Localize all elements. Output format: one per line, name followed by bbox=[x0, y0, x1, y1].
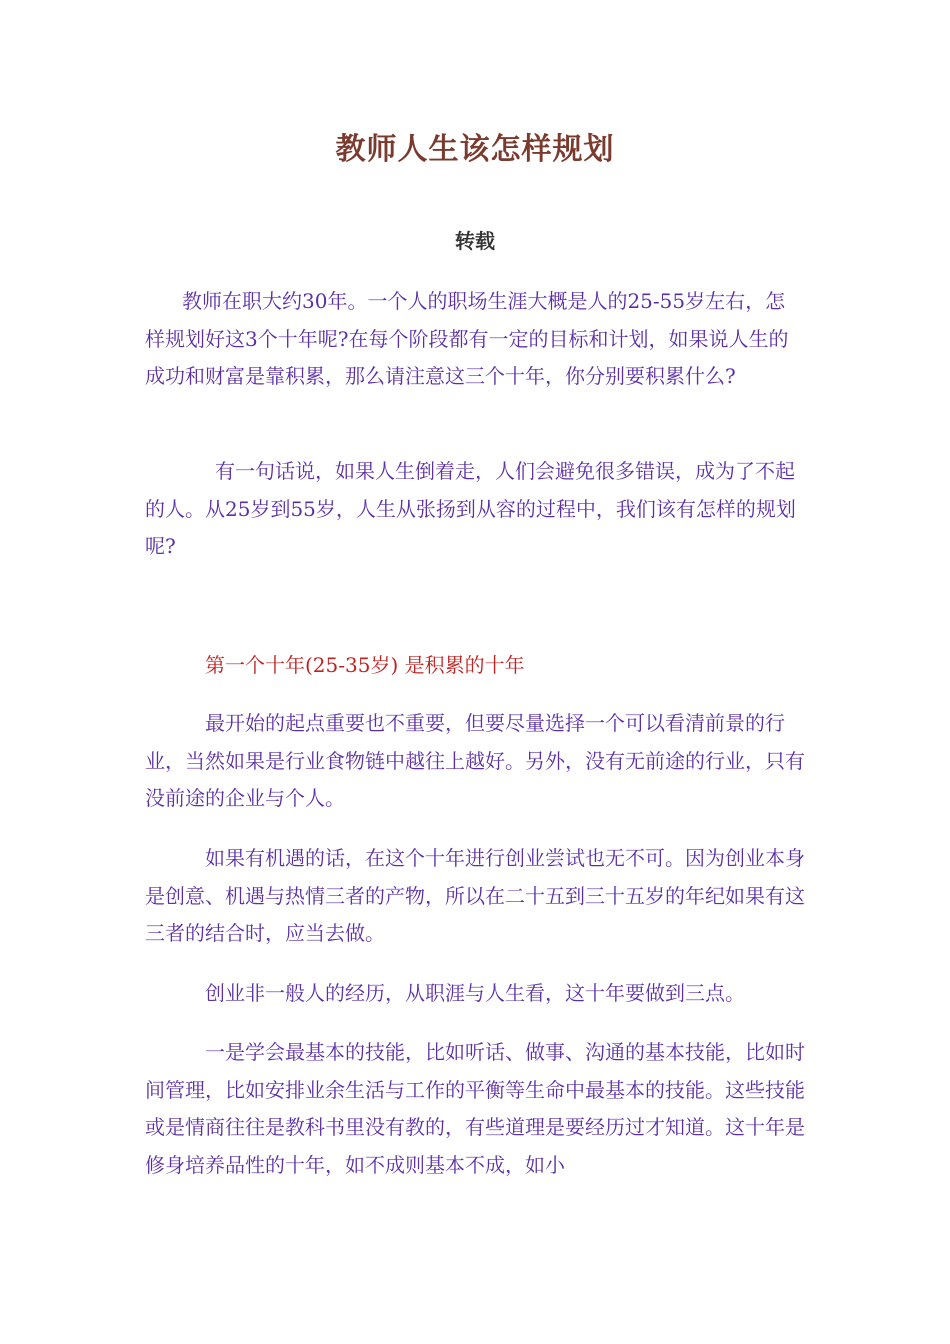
document-subtitle: 转载 bbox=[455, 229, 495, 253]
section-paragraph-4: 一是学会最基本的技能，比如听话、做事、沟通的基本技能，比如时间管理，比如安排业余生活与工作的平衡等生命中最基本的技能。这些技能或是情商往往是教科书里没有教的，有些道理是要经历过才知道。这十年是修身培养品性的十年，如不成则基本不成，如小 bbox=[145, 1040, 805, 1177]
section-paragraph-1: 最开始的起点重要也不重要，但要尽量选择一个可以看清前景的行业，当然如果是行业食物链中越往上越好。另外，没有无前途的行业，只有没前途的企业与个人。 bbox=[145, 711, 805, 810]
intro-paragraph-2: 有一句话说，如果人生倒着走，人们会避免很多错误，成为了不起的人。从25岁到55岁，人生从张扬到从容的过程中，我们该有怎样的规划呢? bbox=[145, 459, 796, 558]
section-heading: 第一个十年(25-35岁) 是积累的十年 bbox=[205, 653, 525, 677]
section-paragraph-2: 如果有机遇的话，在这个十年进行创业尝试也无不可。因为创业本身是创意、机遇与热情三者的产物，所以在二十五到三十五岁的年纪如果有这三者的结合时，应当去做。 bbox=[145, 846, 805, 945]
section-paragraph-3: 创业非一般人的经历，从职涯与人生看，这十年要做到三点。 bbox=[205, 981, 745, 1005]
intro-paragraph-1: 教师在职大约30年。一个人的职场生涯大概是人的25-55岁左右，怎样规划好这3个十年呢?在每个阶段都有一定的目标和计划，如果说人生的成功和财富是靠积累，那么请注意这三个十年，你分别要积累什么? bbox=[145, 289, 789, 388]
document-title: 教师人生该怎样规划 bbox=[335, 132, 615, 167]
